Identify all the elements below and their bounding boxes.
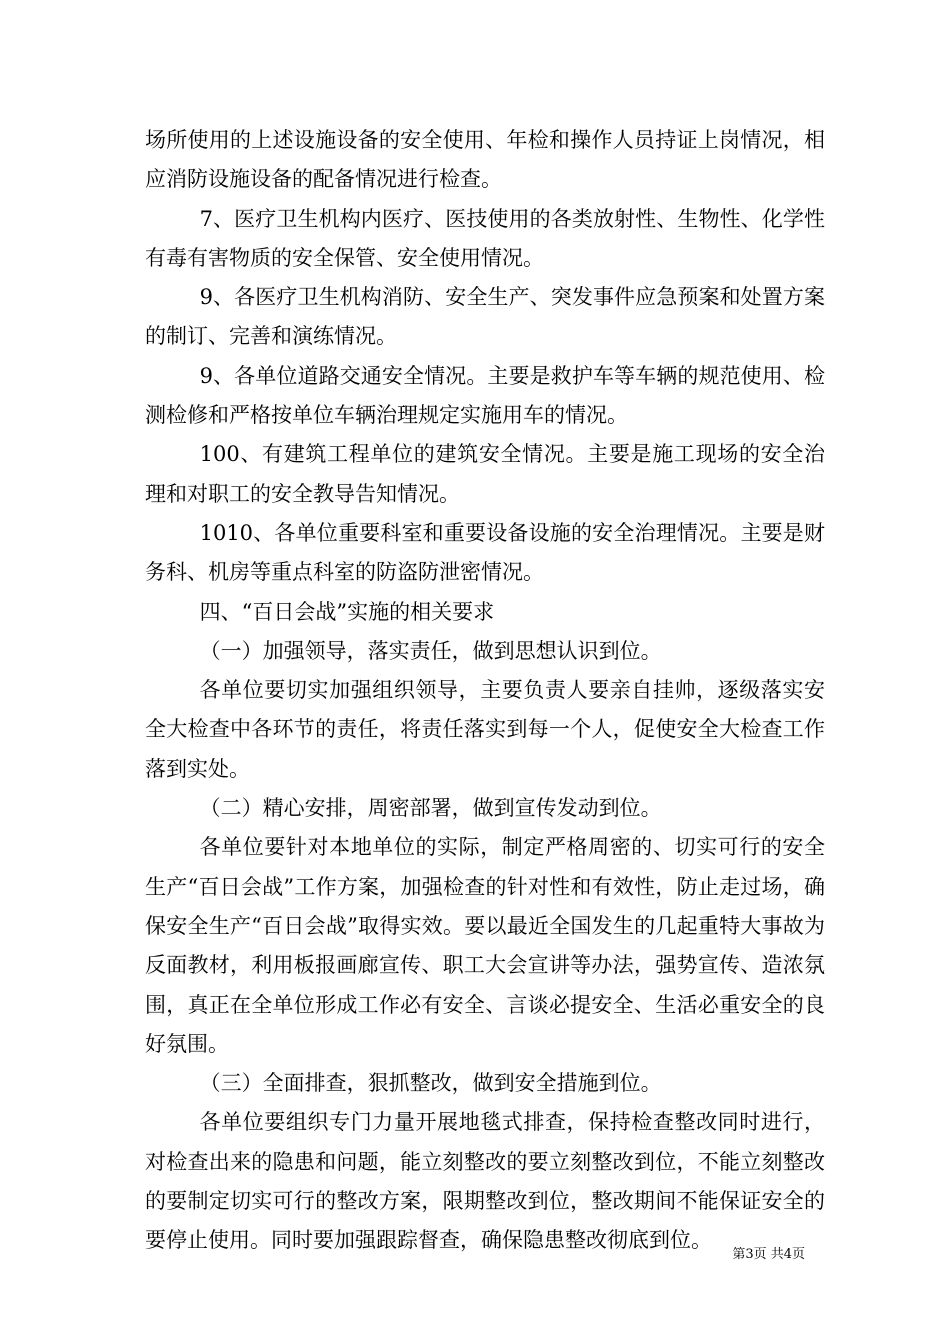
subheading-2: （二）精心安排，周密部署，做到宣传发动到位。: [199, 796, 662, 821]
section-heading-4: 四、“百日会战”实施的相关要求: [199, 599, 495, 624]
paragraph-12: 各单位要组织专门力量开展地毯式排查，保持检查整改同时进行，对检查出来的隐患和问题，能立刻整改的要立刻整改到位，不能立刻整改的要制定切实可行的整改方案，限期整改到位，整改期间不能保证安全的要停止使用。同时要加强跟踪督查，确保隐患整改彻底到位。: [145, 1110, 825, 1253]
paragraph-2: 9、各医疗卫生机构消防、安全生产、突发事件应急预案和处置方案的制订、完善和演练情况。: [145, 285, 825, 349]
paragraph-0: 场所使用的上述设施设备的安全使用、年检和操作人员持证上岗情况，相应消防设施设备的配备情况进行检查。: [145, 128, 825, 192]
paragraph-3: 9、各单位道路交通安全情况。主要是救护车等车辆的规范使用、检测检修和严格按单位车辆治理规定实施用车的情况。: [145, 363, 825, 428]
document-body: [145, 121, 825, 1261]
subheading-3: （三）全面排查，狠抓整改，做到安全措施到位。: [199, 1071, 662, 1096]
paragraph-4: 100、有建筑工程单位的建筑安全情况。主要是施工现场的安全治理和对职工的安全教导告知情况。: [145, 442, 825, 506]
subheading-1: （一）加强领导，落实责任，做到思想认识到位。: [199, 638, 662, 663]
paragraph-8: 各单位要切实加强组织领导，主要负责人要亲自挂帅，逐级落实安全大检查中各环节的责任，将责任落实到每一个人，促使安全大检查工作落到实处。: [145, 678, 825, 781]
paragraph-5: 1010、各单位重要科室和重要设备设施的安全治理情况。主要是财务科、机房等重点科室的防盗防泄密情况。: [145, 520, 825, 585]
page-number-footer: 第3页 共4页: [732, 1247, 805, 1262]
paragraph-1: 7、医疗卫生机构内医疗、医技使用的各类放射性、生物性、化学性有毒有害物质的安全保管、安全使用情况。: [145, 206, 825, 270]
paragraph-10: 各单位要针对本地单位的实际，制定严格周密的、切实可行的安全生产“百日会战”工作方案，加强检查的针对性和有效性，防止走过场，确保安全生产“百日会战”取得实效。要以最近全国发生的几起重特大事故为反面教材，利用板报画廊宣传、职工大会宣讲等办法，强势宣传、造浓氛围，真正在全单位形成工作必有安全、言谈必提安全、生活必重安全的良好氛围。: [145, 835, 825, 1056]
